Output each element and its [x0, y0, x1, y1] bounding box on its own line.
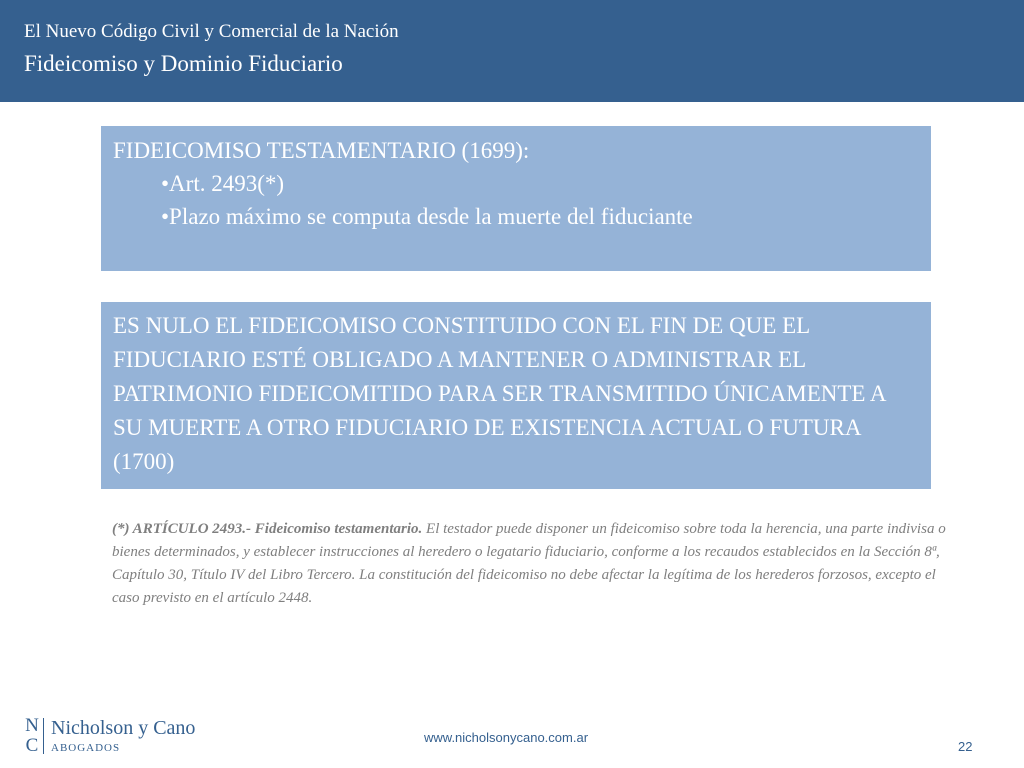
- logo-divider: [43, 718, 44, 754]
- slide-title: Fideicomiso y Dominio Fiduciario: [24, 51, 343, 76]
- article-footnote: [112, 518, 962, 610]
- firm-logo: [24, 716, 224, 756]
- logo-monogram: [24, 716, 40, 756]
- page-number: 22: [958, 739, 973, 754]
- footnote-body: El testador puede disponer un fideicomiso sobre toda la herencia, una parte indivisa o bienes determinados, y establecer instrucciones al heredero o legatario fiduciario, conforme a los recaudos establecidos en la Sección 8ª, Capítulo 30, Título IV del Libro Tercero. La constitución del fideicomiso no debe afectar la legítima de los herederos forzosos, excepto el caso previsto en el artículo 2448.: [112, 521, 946, 606]
- logo-letter-c: C: [25, 735, 39, 756]
- logo-letter-n: N: [25, 715, 39, 736]
- nullity-box: [101, 302, 931, 489]
- slide-subtitle: El Nuevo Código Civil y Comercial de la Nación: [24, 21, 399, 42]
- bullet-item: •Plazo máximo se computa desde la muerte del fiduciante: [161, 204, 693, 229]
- logo-firm-name: Nicholson y Cano: [51, 717, 196, 739]
- nullity-text: ES NULO EL FIDEICOMISO CONSTITUIDO CON EL FIN DE QUE EL FIDUCIARIO ESTÉ OBLIGADO A MANTENER O ADMINISTRAR EL PATRIMONIO FIDEICOMITIDO PARA SER TRANSMITIDO ÚNICAMENTE A SU MUERTE A OTRO FIDUCIARIO DE EXISTENCIA ACTUAL O FUTURA (1700): [113, 313, 886, 474]
- bullet-item: •Art. 2493(*): [161, 171, 285, 196]
- testamentary-trust-box: [101, 126, 931, 271]
- website-link[interactable]: www.nicholsonycano.com.ar: [424, 730, 589, 745]
- slide-header: [0, 0, 1024, 102]
- logo-tagline: ABOGADOS: [51, 742, 121, 754]
- footnote-article-title: (*) ARTÍCULO 2493.- Fideicomiso testamentario.: [112, 521, 423, 537]
- box-heading: FIDEICOMISO TESTAMENTARIO (1699):: [113, 138, 530, 163]
